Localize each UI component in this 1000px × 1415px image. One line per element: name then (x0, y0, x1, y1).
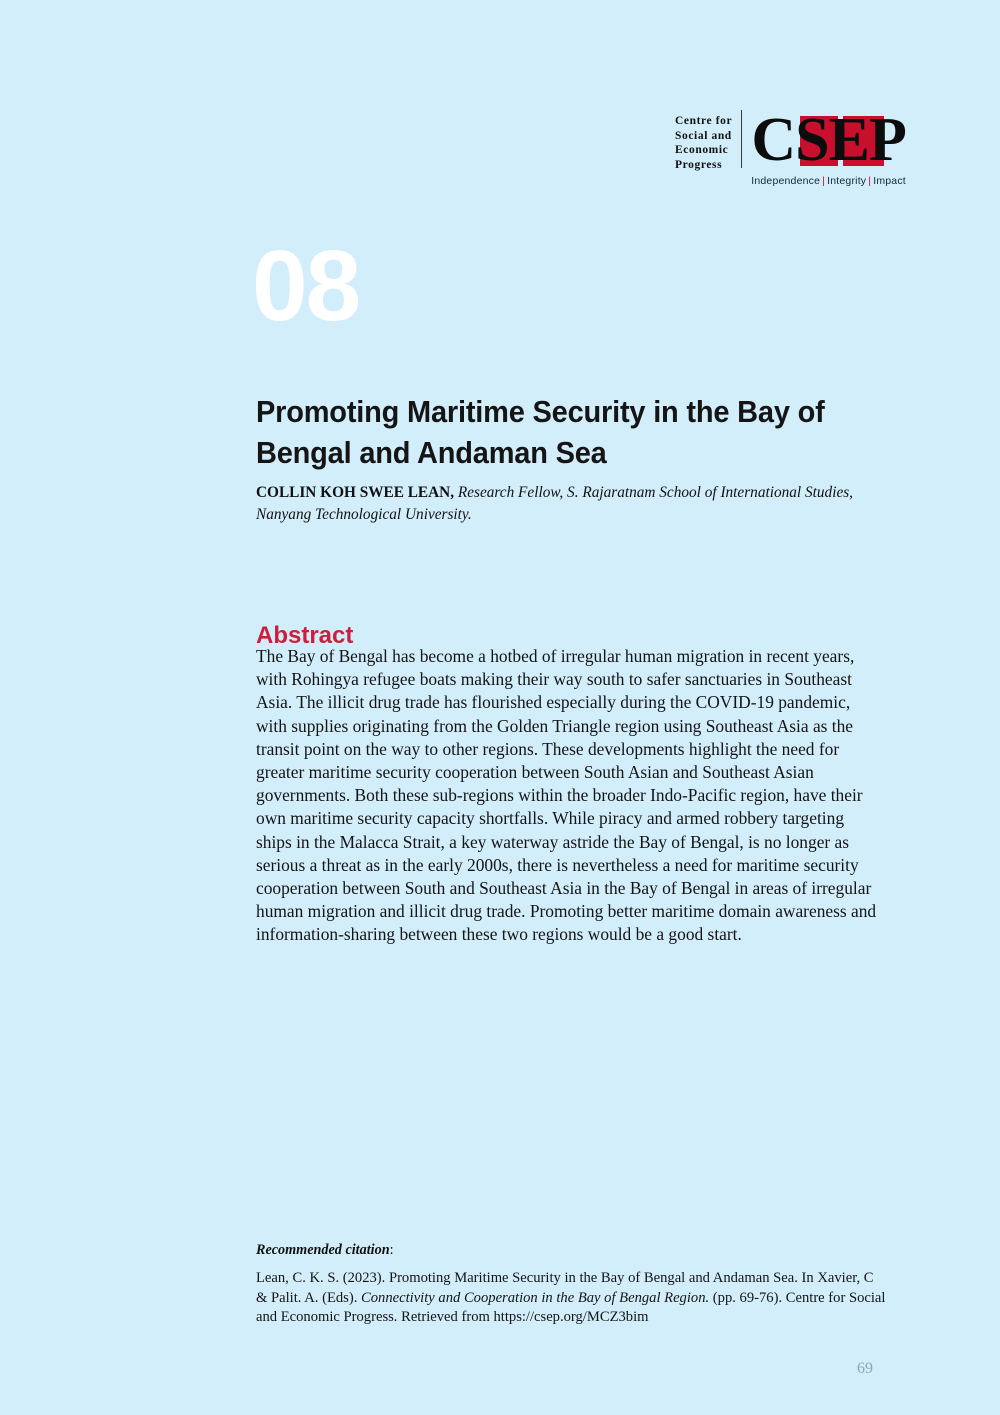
page-title: Promoting Maritime Security in the Bay of Bengal and Andaman Sea (256, 395, 825, 471)
logo-tagline (751, 175, 906, 187)
tagline-separator-2: | (868, 175, 872, 187)
abstract-text: The Bay of Bengal has become a hotbed of irregular human migration in recent years, with Rohingya refugee boats making their way south to safer sanctuaries in Southeast Asia. The illicit drug trade has flourished especially during the COVID-19 pandemic, with supplies originating from the Golden Triangle region using Southeast Asia as the transit point on the way to other regions. These developments highlight the need for greater maritime security cooperation between South Asian and Southeast Asian governments. Both these sub-regions within the broader Indo-Pacific region, have their own maritime security capacity shortfalls. While piracy and armed robbery targeting ships in the Malacca Strait, a key waterway astride the Bay of Bengal, is no longer as serious a threat as in the early 2000s, there is nevertheless a need for maritime security cooperation between South and Southeast Asia in the Bay of Bengal in areas of irregular human migration and illicit drug trade. Promoting better maritime domain awareness and information-sharing between these two regions would be a good start. (256, 646, 877, 945)
citation-part-2: (pp. 69-76). Centre for Social and Economic Progress. Retrieved from https://csep.org/MCZ3bim (256, 1289, 886, 1326)
author-name: COLLIN KOH SWEE LEAN, (256, 484, 455, 501)
logo-letter-e: E (828, 106, 869, 174)
logo-wordmark-line-1: Centre for (675, 115, 733, 127)
logo-wordmark-line-4: Progress (675, 158, 723, 171)
logo-acronym (751, 106, 906, 174)
chapter-number: 08 (252, 230, 360, 342)
logo-divider (741, 110, 742, 168)
citation-part-1: Lean, C. K. S. (2023). Promoting Maritime Security in the Bay of Bengal and Andaman Sea. In Xavier, C & Palit. A. (Eds). (256, 1270, 874, 1306)
citation-heading (256, 1241, 394, 1260)
tagline-separator-1: | (822, 175, 826, 187)
author-line (256, 482, 888, 525)
citation-heading-label: Recommended citation (256, 1242, 390, 1258)
citation-heading-colon: : (389, 1242, 394, 1258)
citation-text (256, 1269, 888, 1328)
tagline-part-1: Independence (751, 175, 821, 187)
logo-letter-p: P (868, 106, 906, 174)
logo-acronym-block (751, 106, 906, 187)
tagline-part-3: Impact (873, 175, 906, 187)
tagline-part-2: Integrity (827, 175, 867, 187)
logo-wordmark-line-2: Social and (675, 129, 732, 142)
citation-book-title: Connectivity and Cooperation in the Bay of Bengal Region. (361, 1289, 710, 1306)
logo-letter-c: C (751, 106, 796, 174)
logo-wordmark-line-3: Economic (675, 144, 729, 156)
csep-logo (675, 106, 906, 187)
author-affiliation: Research Fellow, S. Rajaratnam School of International Studies, Nanyang Technological University. (256, 484, 854, 523)
logo-letter-s: S (795, 106, 829, 174)
logo-wordmark (675, 110, 741, 172)
page-number: 69 (857, 1360, 873, 1377)
abstract-heading: Abstract (256, 621, 354, 649)
